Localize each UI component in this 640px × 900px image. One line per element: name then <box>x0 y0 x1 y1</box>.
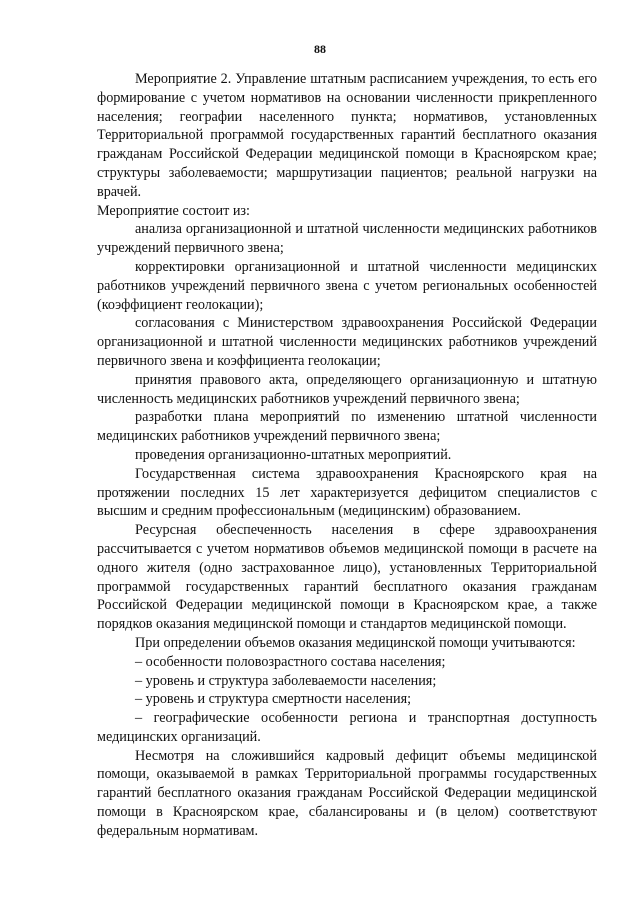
paragraph-approval: согласования с Министерством здравоохранения Российской Федерации организационной и штатной численности медицинских работников учреждений первичного звена и коэффициента геолокации; <box>97 315 597 369</box>
paragraph-analysis: анализа организационной и штатной численности медицинских работников учреждений первичного звена; <box>97 221 597 257</box>
paragraph-state-system: Государственная система здравоохранения Красноярского края на протяжении последних 15 лет характеризуется дефицитом специалистов с высшим и средним профессиональным (медицинским) образованием. <box>97 465 597 520</box>
paragraph-volume-determination: При определении объемов оказания медицинской помощи учитываются: <box>135 634 576 651</box>
list-item-age-sex: – особенности половозрастного состава населения; <box>135 653 446 670</box>
list-item-geography: – географические особенности региона и транспортная доступность медицинских организаций. <box>97 710 597 745</box>
page-number: 88 <box>314 42 326 56</box>
paragraph-plan: разработки плана мероприятий по изменению штатной численности медицинских работников учреждений первичного звена; <box>97 409 597 445</box>
paragraph-measure-consists: Мероприятие состоит из: <box>97 202 250 219</box>
document-body <box>97 70 597 841</box>
paragraph-resource-provision: Ресурсная обеспеченность населения в сфере здравоохранения рассчитывается с учетом нормативов объемов медицинской помощи в расчете на одного жителя (одно застрахованное лицо), установленных Территориальной программой государственных гарантий бесплатного оказания гражданам Российской Федерации медицинской помощи в Красноярском крае, а также порядков оказания медицинской помощи и стандартов медицинской помощи. <box>97 522 597 633</box>
paragraph-correction: корректировки организационной и штатной численности медицинских работников учреждений первичного звена с учетом региональных особенностей (коэффициент геолокации); <box>97 258 597 313</box>
paragraph-measure-2: Мероприятие 2. Управление штатным расписанием учреждения, то есть его формирование с учетом нормативов на основании численности прикрепленного населения; географии населенного пункта; нормативов, установленных Территориальной программой государственных гарантий бесплатного оказания гражданам Российской Федерации медицинской помощи в Красноярском крае; структуры заболеваемости; маршрутизации пациентов; реальной нагрузки на врачей. <box>97 71 597 200</box>
paragraph-legal-act: принятия правового акта, определяющего организационную и штатную численность медицинских работников учреждений первичного звена; <box>97 371 597 407</box>
paragraph-staff-measures: проведения организационно-штатных мероприятий. <box>135 446 452 463</box>
list-item-mortality: – уровень и структура смертности населения; <box>135 691 412 708</box>
paragraph-conclusion: Несмотря на сложившийся кадровый дефицит объемы медицинской помощи, оказываемой в рамках Территориальной программы государственных гарантий бесплатного оказания гражданам Российской Федерации медицинской помощи в Красноярском крае, сбалансированы и (в целом) соответствуют федеральным нормативам. <box>97 747 597 839</box>
list-item-morbidity: – уровень и структура заболеваемости населения; <box>135 672 437 689</box>
